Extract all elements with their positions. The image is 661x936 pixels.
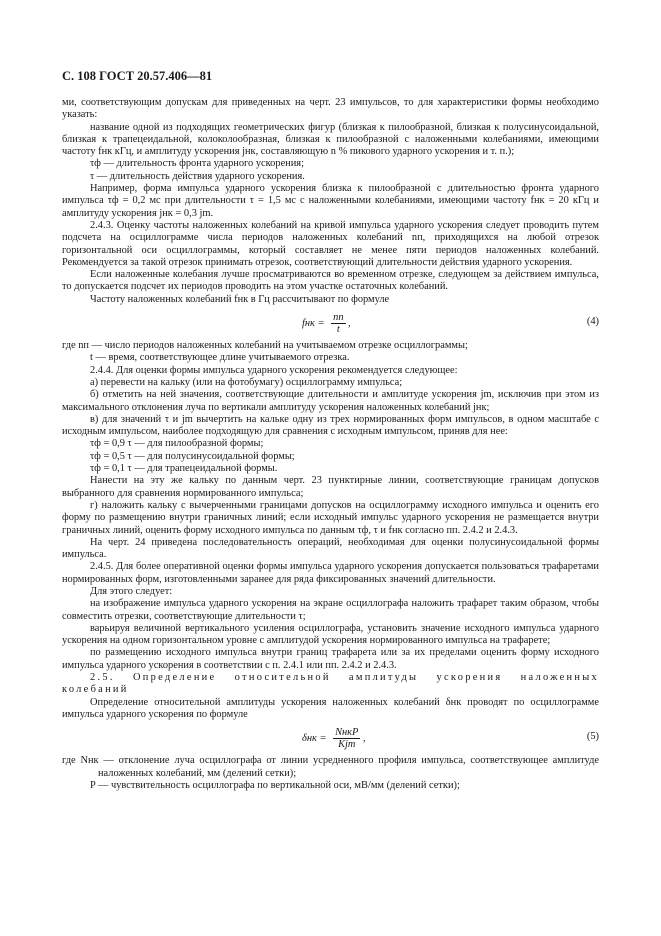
- paragraph: Например, форма импульса ударного ускорения близка к пилообразной с длительностью фронта ударного импульса τф = 0,2 мс при длительности τ = 1,5 мс с наложенными колебаниями, имеющими частоту fнк = 20 кГц и амплитуду ускорения jнк = 0,3 jm.: [62, 183, 599, 219]
- paragraph: Частоту наложенных колебаний fнк в Гц рассчитывают по формуле: [90, 293, 390, 305]
- paragraph: Для этого следует:: [90, 585, 173, 597]
- formula-4-tail: ,: [348, 317, 351, 329]
- paragraph: на изображение импульса ударного ускорения на экране осциллографа наложить трафарет таким образом, чтобы совместить отрезки, соответствующие длительности τ;: [62, 598, 599, 622]
- paragraph: P — чувствительность осциллографа по вертикальной оси, мВ/мм (делений сетки);: [90, 779, 460, 791]
- paragraph: по размещению исходного импульса внутри границ трафарета или за их пределами оценить форму исходного импульса ударного ускорения в соответствии с п. 2.4.1 или пп. 2.4.2 и 2.4.3.: [62, 647, 599, 671]
- paragraph: τф = 0,1 τ — для трапецеидальной формы.: [90, 463, 278, 475]
- paragraph: τф = 0,5 τ — для полусинусоидальной формы;: [90, 450, 295, 462]
- formula-5-numerator: NнкP: [335, 727, 359, 739]
- paragraph: τ — длительность действия ударного ускорения.: [90, 170, 305, 182]
- paragraph: где nп — число периодов наложенных колебаний на учитываемом отрезке осциллограммы;: [62, 340, 468, 352]
- formula-5: [62, 723, 599, 753]
- formula-4-lhs: fнк =: [302, 317, 325, 329]
- paragraph: ми, соответствующим допускам для приведенных на черт. 23 импульсов, то для характеристики формы необходимо указать:: [62, 97, 599, 121]
- formula-4-number: (4): [586, 316, 599, 328]
- paragraph: 2.4.4. Для оценки формы импульса ударного ускорения рекомендуется следующее:: [90, 364, 458, 376]
- formula-4-denominator: t: [336, 324, 340, 336]
- paragraph: где Nнк — отклонение луча осциллографа от линии усредненного профиля импульса, соответствующее амплитуде наложенных колебаний, мм (делений сетки);: [62, 755, 599, 779]
- formula-5-number: (5): [586, 731, 599, 743]
- paragraph: б) отметить на ней значения, соответствующие длительности и амплитуде ускорения jm, исключив при этом из максимального отклонения луча по вертикали амплитуду ускорения наложенных колебаний jнк;: [62, 389, 599, 413]
- paragraph: Нанести на эту же кальку по данным черт. 23 пунктирные линии, соответствующие границам допусков выбранного для сравнения нормированного импульса;: [62, 475, 599, 499]
- section-heading: 2.5. Определение относительной амплитуды ускорения наложенных колебаний: [62, 672, 599, 696]
- paragraph: а) перевести на кальку (или на фотобумагу) осциллограмму импульса;: [90, 376, 403, 388]
- page-header: С. 108 ГОСТ 20.57.406—81: [62, 69, 213, 83]
- formula-5-denominator: Kjm: [338, 739, 356, 751]
- formula-4-numerator: nп: [333, 312, 344, 324]
- paragraph: г) наложить кальку с вычерченными границами допусков на осциллограмму исходного импульса и оценить его форму по размещению внутри граничных линий; если исходный импульс ударного ускорения не размещается внутри граничных линий, оценить форму исходного импульса по данным τф, τ и fнк согласно пп. 2.4.2 и 2.4.3.: [62, 499, 599, 536]
- paragraph: Определение относительной амплитуды ускорения наложенных колебаний δнк проводят по осциллограмме импульса ударного ускорения по формуле: [62, 696, 599, 720]
- formula-5-tail: ,: [362, 733, 366, 745]
- paragraph: τф = 0,9 τ — для пилообразной формы;: [90, 438, 264, 450]
- paragraph: 2.4.3. Оценку частоты наложенных колебаний на кривой импульса ударного ускорения следует проводить путем подсчета на осциллограмме числа периодов наложенных колебаний nп, приходящихся на любой отрезок горизонтальной оси осциллограммы, который составляет не менее пяти периодов наложенных колебаний. Рекомендуется за такой отрезок принимать отрезок, соответствующий длительности действия ударного ускорения.: [62, 219, 599, 268]
- paragraph: Если наложенные колебания лучше просматриваются во временном отрезке, следующем за действием импульса, то допускается подсчет их периодов проводить на этом участке остаточных колебаний.: [62, 269, 599, 293]
- formula-5-fraction: [333, 727, 360, 750]
- formula-4-fraction: [331, 312, 345, 335]
- paragraph: τф — длительность фронта ударного ускорения;: [90, 158, 304, 170]
- paragraph: t — время, соответствующее длине учитываемого отрезка.: [90, 352, 350, 364]
- formula-4: [62, 308, 599, 338]
- formula-5-lhs: δнк =: [302, 733, 327, 745]
- paragraph: в) для значений τ и jm вычертить на кальке одну из трех нормированных форм импульсов, в одном масштабе с исходным импульсом, наиболее подходящую для сравнения с исходным импульсом, приняв для нее:: [62, 413, 599, 438]
- paragraph: На черт. 24 приведена последовательность операций, необходимая для оценки полусинусоидальной формы импульса.: [62, 536, 599, 561]
- paragraph: 2.4.5. Для более оперативной оценки формы импульса ударного ускорения допускается пользоваться трафаретами нормированных форм, изготовленными заранее для ряда фиксированных значений длительности.: [62, 561, 599, 585]
- document-body: [62, 97, 599, 792]
- paragraph: варьируя величиной вертикального усиления осциллографа, установить значение исходного импульса ударного ускорения на одном горизонтальном уровне с амплитудой ускорения нормированного импульса на трафарете;: [62, 622, 599, 647]
- paragraph: название одной из подходящих геометрических фигур (близкая к пилообразной, близкая к полусинусоидальной, близкая к трапецеидальной, колоколообразная, близкая к пилообразной с наложенными колебаниями, имеющими частоту fнк кГц, и амплитуду ускорения jнк, составляющую n % пикового ударного ускорения и т. п.);: [62, 121, 599, 158]
